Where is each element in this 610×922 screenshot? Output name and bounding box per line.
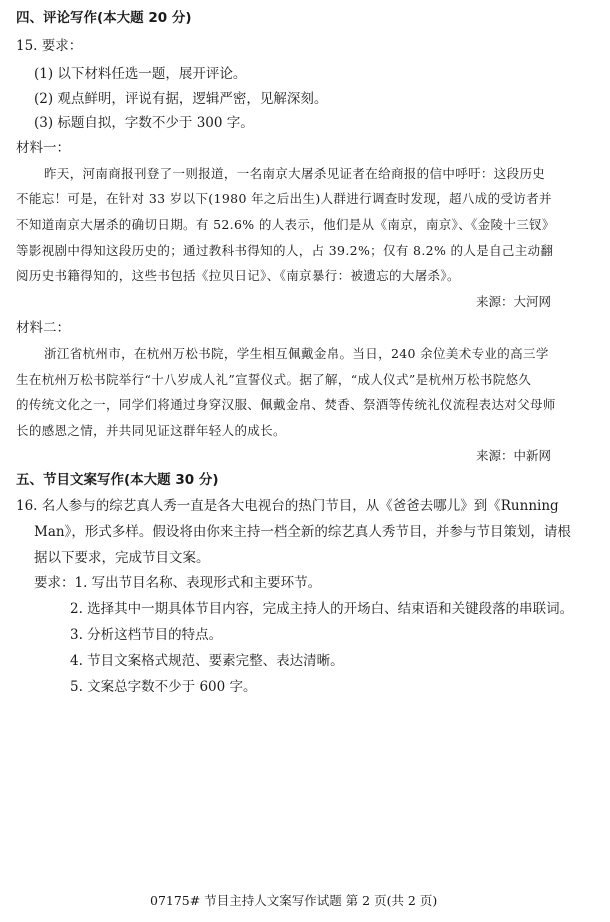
material1-line: 阅历史书籍得知的，这些书包括《拉贝日记》、《南京暴行：被遗忘的大屠杀》。 <box>16 268 460 283</box>
material2-line: 浙江省杭州市，在杭州万松书院，学生相互佩戴金帛。当日，240 余位美术专业的高三学 <box>44 346 549 361</box>
material2-line: 生在杭州万松书院举行“十八岁成人礼”宣誓仪式。据了解，“成人仪式”是杭州万松书院悠久 <box>16 372 532 387</box>
section5-heading: 五、节目文案写作(本大题 30 分) <box>16 472 219 488</box>
material1-line: 不知道南京大屠杀的确切日期。有 52.6% 的人表示，他们是从《南京，南京》、《金陵十三钗》 <box>16 217 555 232</box>
material1-source: 来源：大河网 <box>476 294 552 309</box>
q16-line: 据以下要求，完成节目文案。 <box>34 550 210 566</box>
requirement-3: (3) 标题自拟，字数不少于 300 字。 <box>34 115 254 131</box>
page-footer: 07175# 节目主持人文案写作试题 第 2 页(共 2 页) <box>150 893 438 908</box>
material1-line: 昨天，河南商报刊登了一则报道，一名南京大屠杀见证者在给商报的信中呼吁：这段历史 <box>44 166 546 181</box>
requirement-2: (2) 观点鲜明，评说有据，逻辑严密，见解深刻。 <box>34 91 328 107</box>
q16-line: 16. 名人参与的综艺真人秀一直是各大电视台的热门节目，从《爸爸去哪儿》到《Running <box>16 498 559 514</box>
q16-requirement-item: 2. 选择其中一期具体节目内容，完成主持人的开场白、结束语和关键段落的串联词。 <box>70 601 574 617</box>
q16-requirement-item: 4. 节目文案格式规范、要素完整、表达清晰。 <box>70 653 344 669</box>
material2-label: 材料二： <box>16 320 70 336</box>
material2-line: 长的感恩之情，并共同见证这群年轻人的成长。 <box>16 423 286 438</box>
material1-label: 材料一： <box>16 140 70 156</box>
q15-label: 15. 要求： <box>16 38 83 54</box>
section4-heading: 四、评论写作(本大题 20 分) <box>16 10 192 26</box>
requirement-1: (1) 以下材料任选一题，展开评论。 <box>34 66 247 82</box>
material1-line: 等影视剧中得知这段历史的；通过教科书得知的人，占 39.2%；仅有 8.2% 的人是自己主动翻 <box>16 243 554 258</box>
q16-line: Man》，形式多样。假设将由你来主持一档全新的综艺真人秀节目，并参与节目策划，请根 <box>34 524 571 540</box>
material2-line: 的传统文化之一，同学们将通过身穿汉服、佩戴金帛、焚香、祭酒等传统礼仪流程表达对父母师 <box>16 397 556 412</box>
q16-requirement-item: 3. 分析这档节目的特点。 <box>70 627 223 643</box>
material1-line: 不能忘！可是，在针对 33 岁以下(1980 年之后出生)人群进行调查时发现，超八成的受访者并 <box>16 191 552 206</box>
q16-requirement-item: 5. 文案总字数不少于 600 字。 <box>70 679 257 695</box>
material2-source: 来源：中新网 <box>476 448 552 463</box>
q16-requirements-label: 要求：1. 写出节目名称、表现形式和主要环节。 <box>34 575 322 591</box>
